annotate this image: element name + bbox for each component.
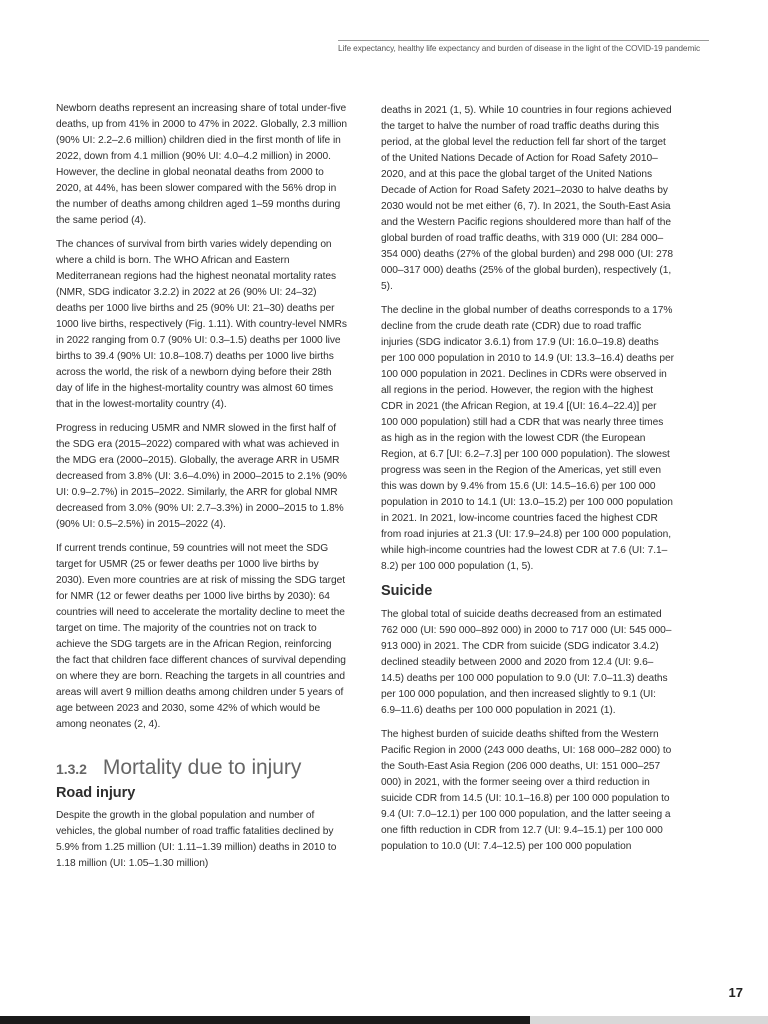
page-number: 17 [728, 985, 743, 1000]
paragraph-suicide-burden: The highest burden of suicide deaths shifted from the Western Pacific Region in 2000 (243 000 deaths, UI: 168 000–282 000) to the South-East Asia Region (206 000 deaths, UI: 151 000–257 000) in 2021, with the former seeing over a third reduction in suicide CDR from 14.5 (UI: 10.1–16.8) per 100 000 population to 9.4 (UI: 7.0–12.1) per 100 000 population, and the latter seeing a one fifth reduction in CDR from 12.7 (UI: 9.4–15.1) per 100 000 population to 10.0 (UI: 7.4–12.5) per 100 000 population [381, 729, 672, 852]
paragraph-survival-chances: The chances of survival from birth varies widely depending on where a child is born. The WHO African and Eastern Mediterranean regions had the highest neonatal mortality rates (NMR, SDG indicator 3.2.2) in 2022 at 26 (90% UI: 24–32) deaths per 1000 live births and 25 (90% UI: 21–30) deaths per 1000 live births, respectively (Fig. 1.11). With country-level NMRs in 2022 ranging from 0.7 (90% UI: 0.3–1.5) deaths per 1000 live births to 39.4 (90% UI: 10.8–108.7) deaths per 1000 live births across the world, the risk of a newborn dying before their 28th day of life in the highest-mortality country was almost 60 times that in the lowest-mortality country (4). [56, 239, 347, 410]
paragraph-road-fatalities: Despite the growth in the global population and number of vehicles, the global number of road traffic fatalities declined by 5.9% from 1.25 million (UI: 1.11–1.39 million) deaths in 2010 to 1.18 million (UI: 1.05–1.30 million) [56, 810, 337, 869]
subheading-road-injury: Road injury [56, 785, 136, 801]
running-header: Life expectancy, healthy life expectancy and burden of disease in the light of the COVID-19 pandemic [338, 43, 701, 53]
paragraph-crude-death-rate: The decline in the global number of deaths corresponds to a 17% decline from the crude death rate (CDR) due to road traffic injuries (SDG indicator 3.6.1) from 17.9 (UI: 16.0–19.8) deaths per 100 000 population in 2010 to 14.9 (UI: 13.3–16.4) deaths per 100 000 population in 2021. Declines in CDRs were observed in all regions in the period. However, the region with the highest CDR in 2021 (the African Region, at 19.4 [(UI: 16.4–22.4)] per 100 000 population) still had a CDR that was nearly three times as high as in the region with the lowest CDR (the European Region, at 6.7 [UI: 6.2–7.3] per 100 000 population). The slowest progress was seen in the Region of the Americas, yet still even this was down by 9.4% from 15.6 (UI: 14.5–16.6) per 100 000 population in 2010 to 14.1 (UI: 13.0–15.2) per 100 000 population in 2021. In 2021, low-income countries faced the highest CDR from road injuries at 21.3 (UI: 17.9–24.8) per 100 000 population, while high-income countries had the lowest CDR at 7.6 (UI: 7.1–8.2) per 100 000 population (1, 5). [381, 305, 674, 572]
section-heading [56, 756, 348, 779]
right-column [381, 103, 674, 863]
left-column [56, 101, 348, 880]
header-rule [338, 40, 709, 41]
paragraph-current-trends: If current trends continue, 59 countries will not meet the SDG target for U5MR (25 or fewer deaths per 1000 live births by 2030). Even more countries are at risk of missing the SDG target for NMR (12 or fewer deaths per 1000 live births by 2030): 64 countries will need to accelerate the mortality decline to meet the target on time. The majority of the countries not on track to achieve the SDG targets are in the African Region, reinforcing the fact that children face different chances of survival depending on where they are born. Reaching the targets in all countries and areas will avert 9 million deaths among children under 5 years of age between 2023 and 2030, some 42% of which would be among neonates (2, 4). [56, 543, 346, 730]
paragraph-newborn-deaths: Newborn deaths represent an increasing share of total under-five deaths, up from 41% in 2000 to 47% in 2022. Globally, 2.3 million (90% UI: 2.2–2.6 million) children died in the first month of life in 2022, down from 4.1 million (90% UI: 4.0–4.2 million) in 2000. However, the decline in global neonatal deaths from 2000 to 2020, at 44%, has been slower compared with the 56% drop in the number of deaths among children aged 1–59 months during the same period (4). [56, 103, 348, 226]
section-title: Mortality due to injury [102, 756, 302, 779]
paragraph-progress-u5mr: Progress in reducing U5MR and NMR slowed in the first half of the SDG era (2015–2022) compared with what was achieved in the MDG era (2000–2015). Globally, the average ARR in U5MR decreased from 3.8% (UI: 3.6–4.0%) in 2000–2015 to 2.1% (90% UI: 0.9–2.7%) in 2015–2022. Similarly, the ARR for global NMR decreased from 3.0% (90% UI: 2.7–3.3%) in 2000–2015 to 1.8% (90% UI: 0.5–2.5%) in 2015–2022 (4). [56, 423, 347, 530]
section-number: 1.3.2 [56, 761, 87, 777]
subheading-suicide: Suicide [381, 583, 433, 599]
paragraph-road-deaths-continued: deaths in 2021 (1, 5). While 10 countries in four regions achieved the target to halve the number of road traffic deaths during this period, at the global level the reduction fell far short of the target of the United Nations Decade of Action for Road Safety 2010–2020, and at this pace the global target of the United Nations Decade of Action for Road Safety 2021–2030 to halve deaths by 2030 would not be met either (6, 7). In 2021, the South-East Asia and the Western Pacific regions shouldered more than half of the global burden of road traffic deaths, with 319 000 (UI: 284 000–354 000) deaths (27% of the global burden) and 298 000 (UI: 278 000–317 000) deaths (25% of the global burden), respectively (1, 5). [381, 105, 673, 292]
paragraph-suicide-total: The global total of suicide deaths decreased from an estimated 762 000 (UI: 590 000–892 000) in 2000 to 717 000 (UI: 545 000–913 000) in 2021. The CDR from suicide (SDG indicator 3.4.2) declined steadily between 2000 and 2020 from 12.4 (UI: 9.6–14.5) deaths per 100 000 population to 9.0 (UI: 7.0–11.3) deaths per 100 000 population, and then increased slightly to 9.1 (UI: 6.9–11.6) deaths per 100 000 population in 2021 (1). [381, 609, 672, 716]
footer-bar [0, 1016, 768, 1024]
